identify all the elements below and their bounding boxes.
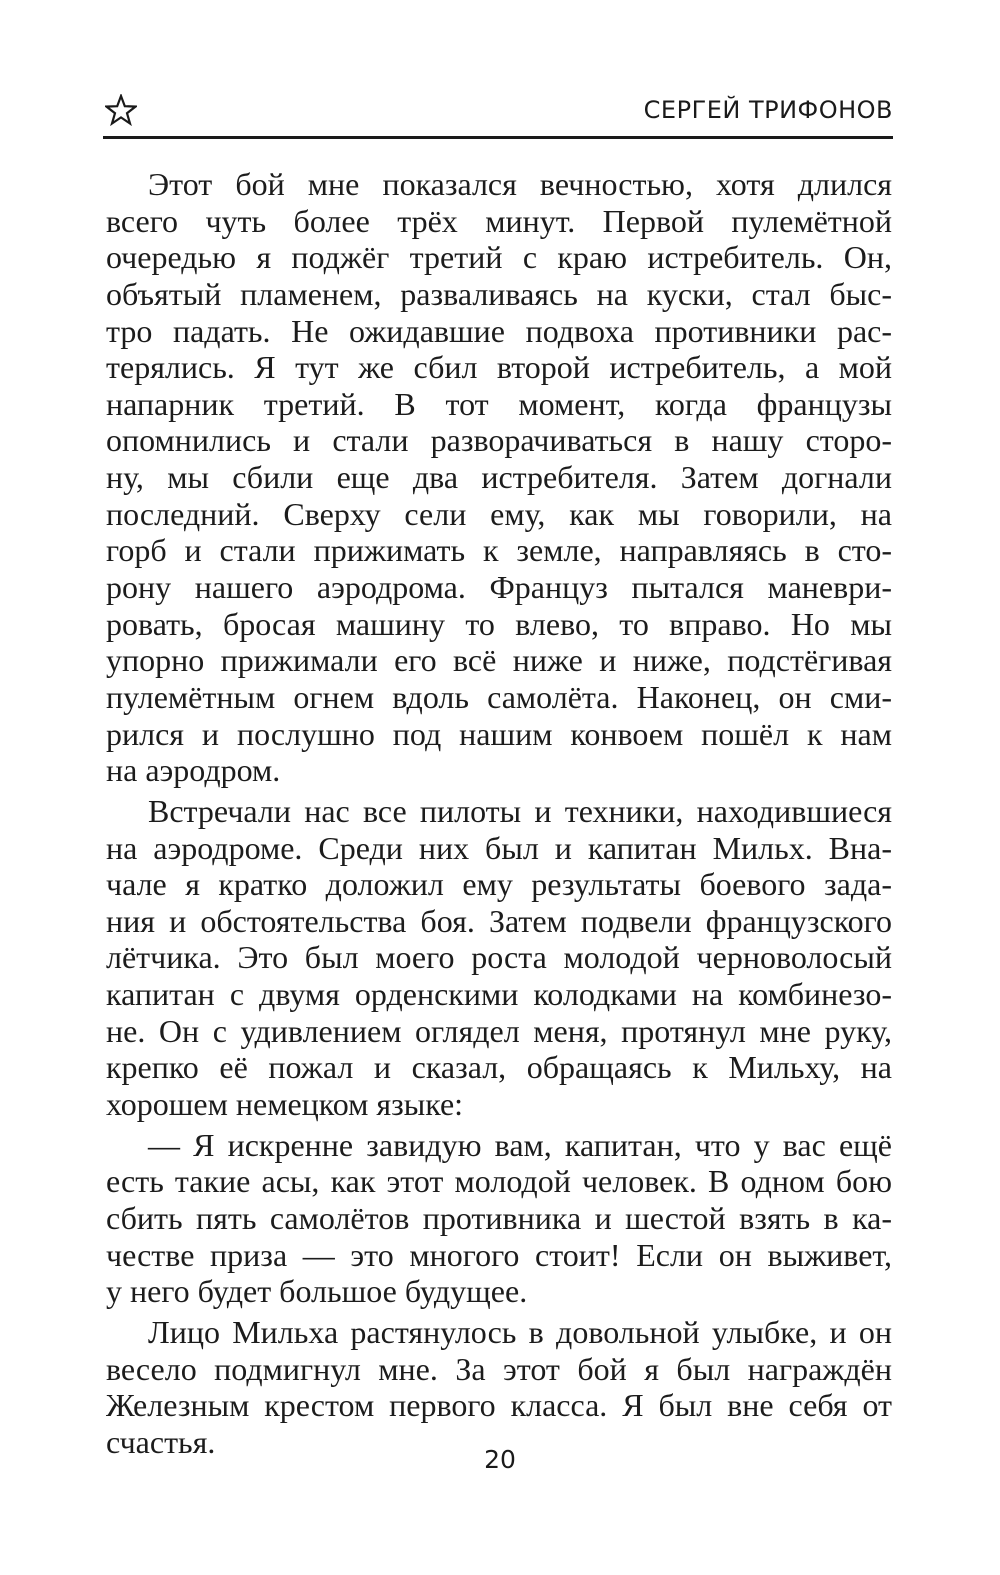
text-line: тро падать. Не ожидавшие подвоха противники рас-	[106, 312, 892, 349]
header-rule	[103, 136, 893, 139]
text-line: лётчика. Это был моего роста молодой черноволосый	[106, 939, 892, 976]
paragraph	[106, 793, 892, 1123]
page-number: 20	[484, 1445, 516, 1474]
text-line: рону нашего аэродрома. Француз пытался маневри-	[106, 569, 892, 606]
text-line: у него будет большое будущее.	[106, 1273, 528, 1310]
text-line: Встречали нас все пилоты и техники, находившиеся	[148, 792, 892, 829]
text-line: счастья.	[106, 1423, 216, 1460]
text-line: весело подмигнул мне. За этот бой я был награждён	[106, 1350, 892, 1387]
text-line: терялись. Я тут же сбил второй истребитель, а мой	[106, 349, 892, 386]
paragraph	[106, 166, 892, 789]
text-line: опомнились и стали разворачиваться в нашу сторо-	[106, 422, 892, 459]
star-outline-icon	[105, 94, 137, 126]
text-line: хорошем немецком языке:	[106, 1086, 464, 1123]
text-line: напарник третий. В тот момент, когда французы	[106, 385, 892, 422]
running-head: СЕРГЕЙ ТРИФОНОВ	[643, 96, 893, 124]
text-line: крепко её пожал и сказал, обращаясь к Мильху, на	[106, 1049, 892, 1086]
text-line: честве приза — это многого стоит! Если он выживет,	[106, 1236, 892, 1273]
text-line: на аэродром.	[106, 752, 281, 789]
text-line: пулемётным огнем вдоль самолёта. Наконец, он сми-	[106, 678, 892, 715]
text-line: всего чуть более трёх минут. Первой пулемётной	[106, 202, 892, 239]
page-header	[103, 92, 893, 136]
text-line: капитан с двумя орденскими колодками на комбинезо-	[106, 976, 892, 1013]
text-line: на аэродроме. Среди них был и капитан Мильх. Вна-	[106, 829, 892, 866]
text-line: чале я кратко доложил ему результаты боевого зада-	[106, 866, 892, 903]
text-line: Лицо Мильха растянулось в довольной улыбке, и он	[148, 1313, 892, 1350]
text-line: Железным крестом первого класса. Я был вне себя от	[106, 1387, 892, 1424]
text-line: ну, мы сбили еще два истребителя. Затем догнали	[106, 459, 892, 496]
text-line: сбить пять самолётов противника и шестой взять в ка-	[106, 1199, 892, 1236]
text-line: есть такие асы, как этот молодой человек. В одном бою	[106, 1163, 892, 1200]
paragraph	[106, 1314, 892, 1461]
text-line: последний. Сверху сели ему, как мы говорили, на	[106, 495, 892, 532]
paragraph	[106, 1127, 892, 1310]
text-line: ния и обстоятельства боя. Затем подвели французского	[106, 902, 892, 939]
text-line: ровать, бросая машину то влево, то вправо. Но мы	[106, 605, 892, 642]
text-line: — Я искренне завидую вам, капитан, что у вас ещё	[148, 1126, 892, 1163]
text-line: объятый пламенем, разваливаясь на куски, стал быс-	[106, 275, 892, 312]
text-line: Этот бой мне показался вечностью, хотя длился	[148, 166, 892, 202]
text-line: рился и послушно под нашим конвоем пошёл к нам	[106, 715, 892, 752]
text-line: упорно прижимали его всё ниже и ниже, подстёгивая	[106, 642, 892, 679]
text-line: не. Он с удивлением оглядел меня, протянул мне руку,	[106, 1012, 892, 1049]
text-line: горб и стали прижимать к земле, направляясь в сто-	[106, 532, 892, 569]
text-line: очередью я поджёг третий с краю истребитель. Он,	[106, 239, 892, 276]
body-text	[106, 166, 892, 1460]
